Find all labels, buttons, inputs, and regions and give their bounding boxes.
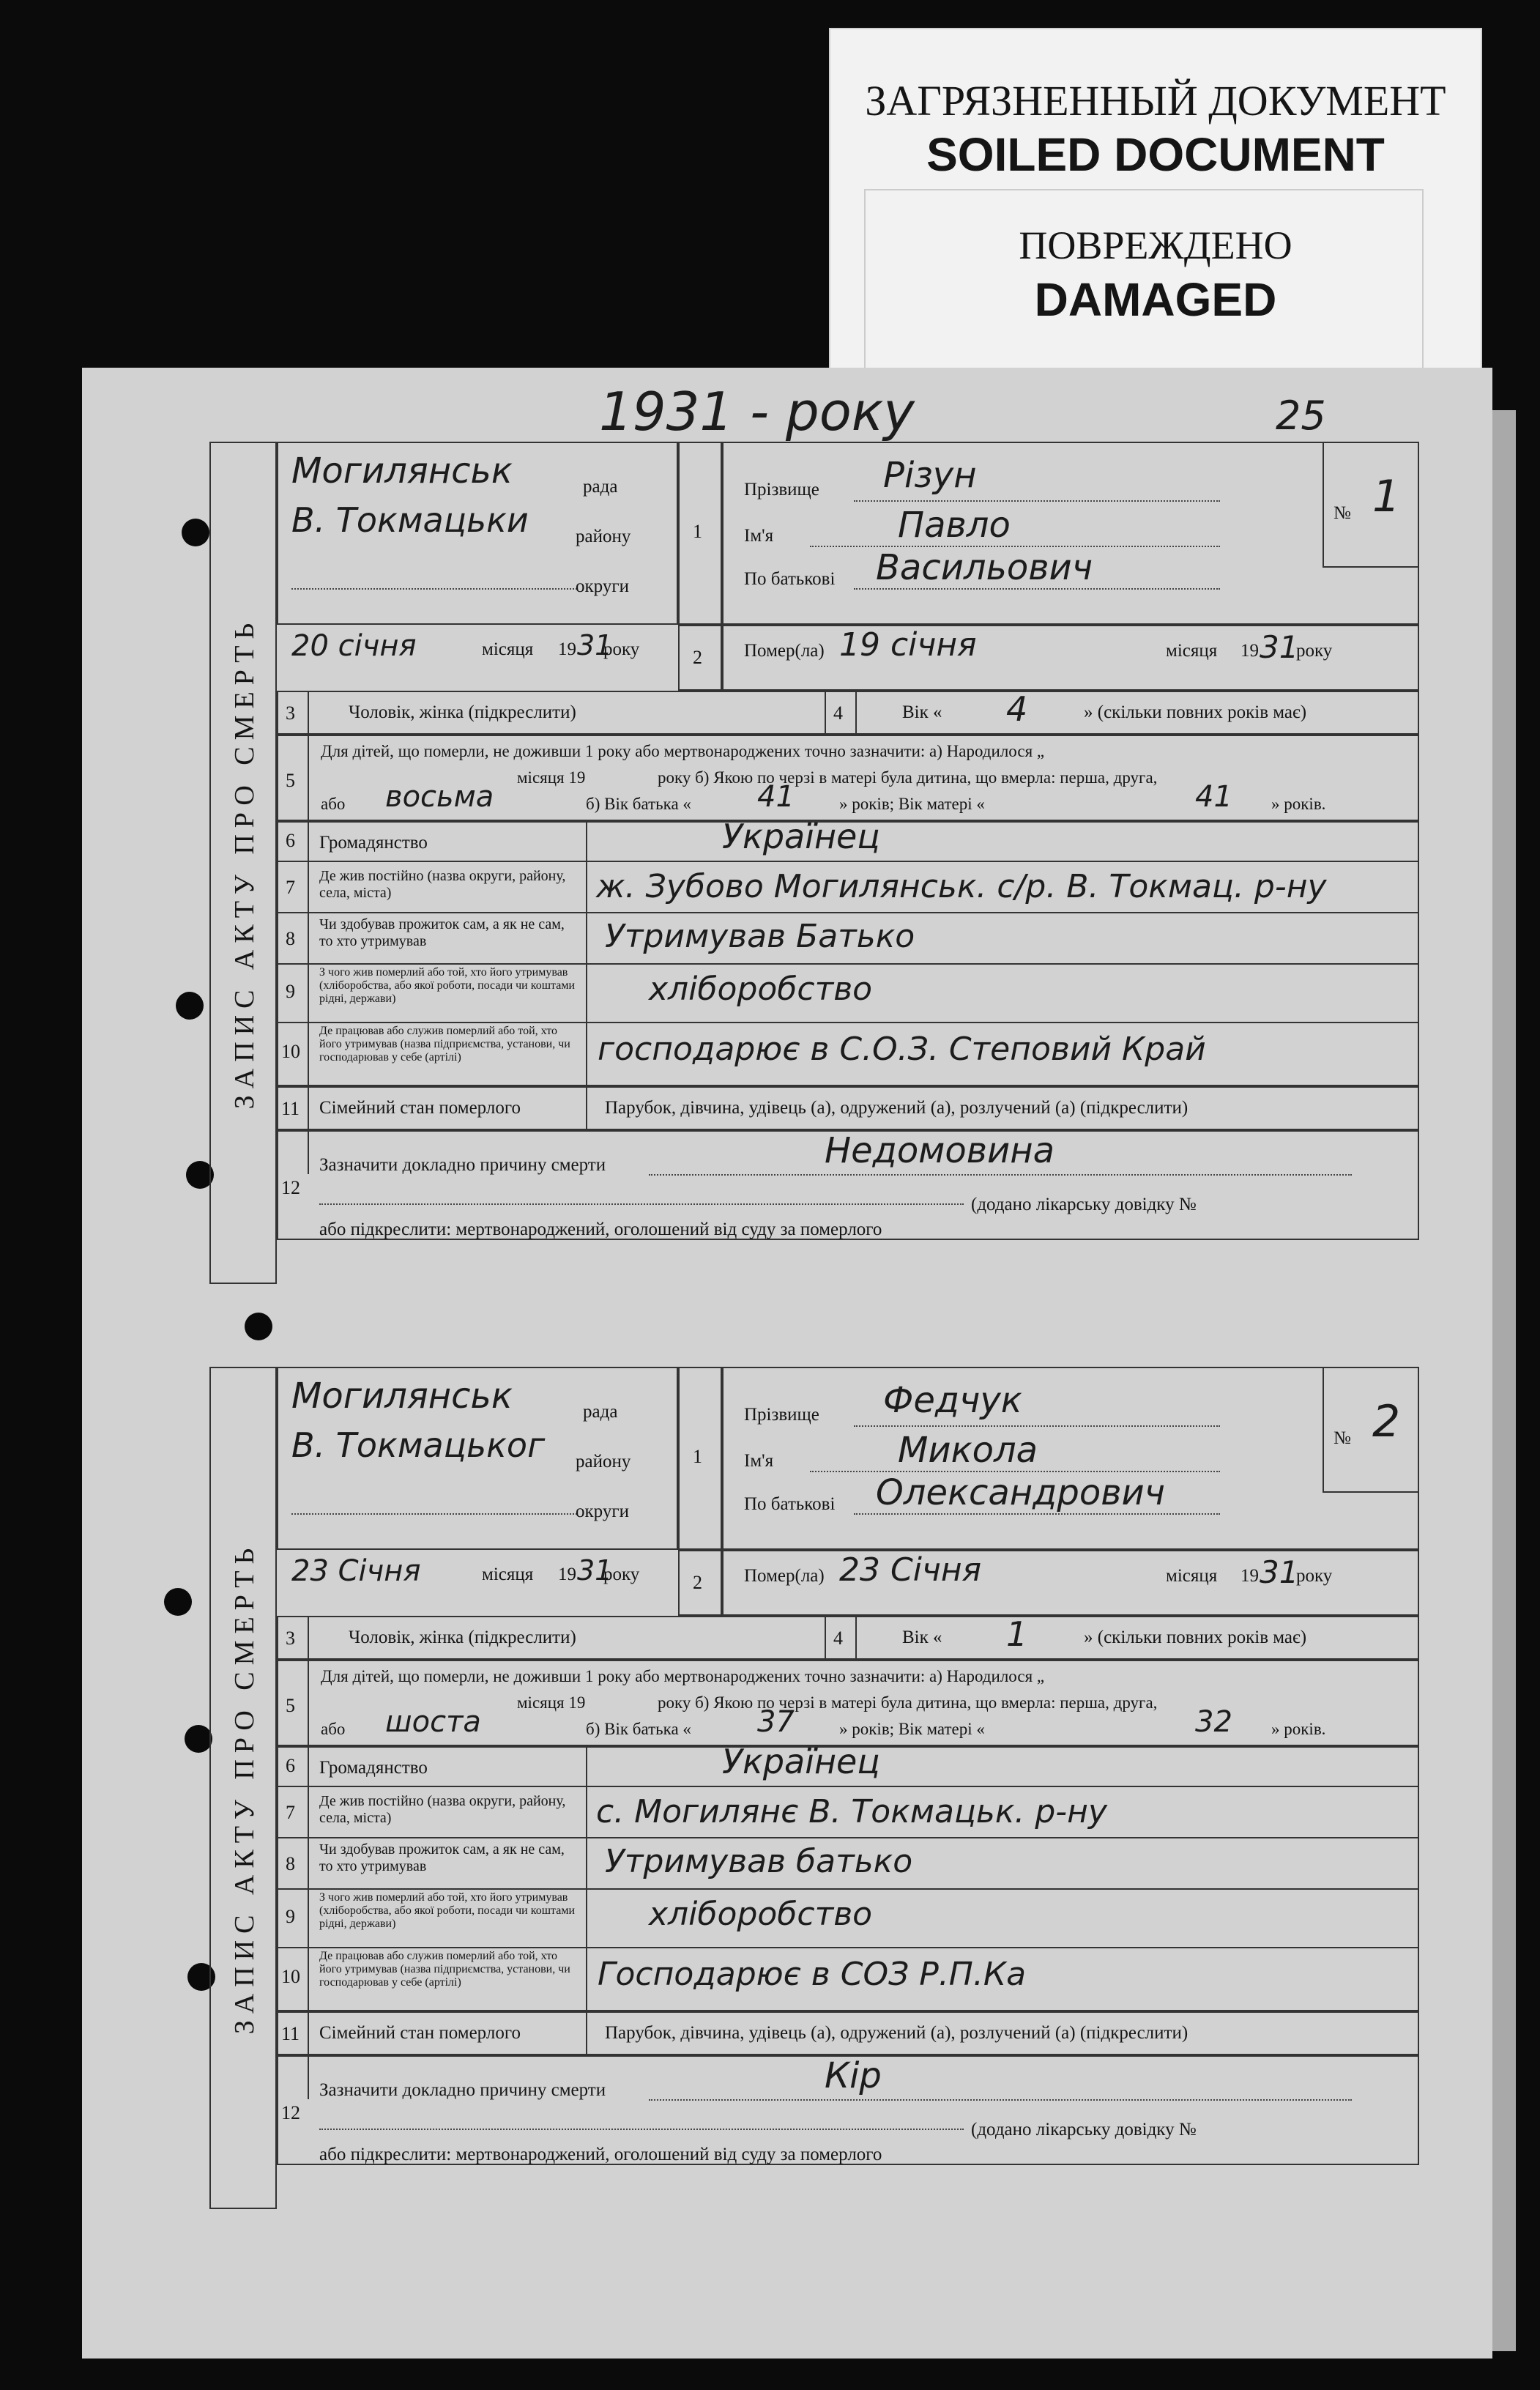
patronymic-value: Олександрович bbox=[876, 1472, 1166, 1513]
row-number: 3 bbox=[286, 1628, 295, 1649]
row-number: 4 bbox=[833, 702, 843, 724]
okruha-line bbox=[291, 588, 577, 590]
binding-hole bbox=[245, 1313, 272, 1340]
children-line-3c: » років; Вік матері « bbox=[839, 1720, 985, 1738]
reg-month-label: місяця bbox=[482, 639, 534, 659]
marital-options: Парубок, дівчина, удівець (а), одружений (а), розлучений (а) (підкреслити) bbox=[605, 1098, 1189, 1118]
marital-options: Парубок, дівчина, удівець (а), одружений (а), розлучений (а) (підкреслити) bbox=[605, 2023, 1189, 2043]
row-number: 9 bbox=[286, 1906, 295, 1927]
raion-value: В. Токмацьког bbox=[291, 1425, 546, 1465]
residence-value: ж. Зубово Могилянськ. с/р. В. Токмац. р-ну bbox=[596, 868, 1327, 905]
row-number: 9 bbox=[286, 981, 295, 1002]
surname-line bbox=[854, 500, 1220, 502]
patronymic-value: Васильович bbox=[876, 547, 1093, 588]
row-divider bbox=[277, 912, 1419, 913]
name-block bbox=[722, 442, 1419, 625]
children-line-1: Для дітей, що померли, не доживши 1 року або мертвонароджених точно зазначити: а) Народилося „ bbox=[321, 742, 1045, 760]
reg-year-prefix: 19 bbox=[558, 1565, 576, 1584]
death-year-prefix: 19 bbox=[1240, 1566, 1259, 1586]
stamp-line-3: ПОВРЕЖДЕНО bbox=[1019, 223, 1292, 267]
registration-date-value: 23 Січня bbox=[291, 1554, 421, 1588]
registration-year-value: 31 bbox=[577, 629, 613, 661]
father-age-value: 41 bbox=[757, 780, 795, 814]
reg-year-label: року bbox=[603, 1565, 640, 1584]
support-value: Утримував батько bbox=[605, 1843, 913, 1880]
rada-label: рада bbox=[583, 477, 618, 497]
livelihood-label: З чого жив померлий або той, хто його утримував (хліборобства, або якої роботи, посади чи коштами рідні, держави) bbox=[319, 1891, 575, 1930]
children-line-3a: або bbox=[321, 1720, 346, 1738]
children-line-1: Для дітей, що померли, не доживши 1 року або мертвонароджених точно зазначити: а) Народилося „ bbox=[321, 1667, 1045, 1685]
raion-value: В. Токмацьки bbox=[291, 500, 529, 540]
divider bbox=[586, 2011, 587, 2055]
rada-value: Могилянськ bbox=[291, 1376, 513, 1417]
row-number: 5 bbox=[286, 770, 295, 791]
death-year-prefix: 19 bbox=[1240, 641, 1259, 661]
work-label: Де працював або служив померлий або той, хто його утримував (назва підприємства, установи, чи господарював у себе (артілі) bbox=[319, 1950, 570, 1989]
cause-label: Зазначити докладно причину смерти bbox=[319, 1155, 606, 1175]
surname-label: Прізвище bbox=[744, 1405, 819, 1425]
stillborn-label: або підкреслити: мертвонароджений, оголошений від суду за померлого bbox=[319, 1220, 882, 1239]
surname-label: Прізвище bbox=[744, 480, 819, 500]
name-block bbox=[722, 1367, 1419, 1550]
children-line-3b: б) Вік батька « bbox=[586, 795, 691, 813]
surname-value: Федчук bbox=[883, 1380, 1022, 1421]
side-title-box bbox=[209, 1367, 277, 2209]
reg-year-label: року bbox=[603, 639, 640, 659]
age-label: Вік « bbox=[902, 1628, 942, 1647]
cause-line-2 bbox=[319, 1203, 964, 1205]
divider bbox=[855, 691, 857, 735]
name-value: Микола bbox=[898, 1430, 1038, 1471]
row-number: 3 bbox=[286, 702, 295, 724]
row-number: 1 bbox=[693, 1446, 702, 1467]
patronymic-line bbox=[854, 588, 1220, 590]
row-number: 1 bbox=[693, 521, 702, 542]
mother-age-value: 32 bbox=[1195, 1705, 1232, 1739]
row-number: 5 bbox=[286, 1695, 295, 1716]
row-number: 6 bbox=[286, 1755, 295, 1776]
row-number: 8 bbox=[286, 928, 295, 949]
age-label: Вік « bbox=[902, 702, 942, 722]
side-title: ЗАПИС АКТУ ПРО СМЕРТЬ bbox=[229, 1541, 260, 2035]
support-label: Чи здобував прожиток сам, а як не сам, то хто утримував bbox=[319, 1841, 565, 1874]
stamp-line-1: ЗАГРЯЗНЕННЫЙ ДОКУМЕНТ bbox=[865, 77, 1446, 125]
certificate-label: (додано лікарську довідку № bbox=[971, 1195, 1197, 1214]
work-label: Де працював або служив померлий або той, хто його утримував (назва підприємства, установи, чи господарював у себе (артілі) bbox=[319, 1025, 570, 1064]
reg-year-prefix: 19 bbox=[558, 639, 576, 659]
binding-hole bbox=[182, 519, 209, 546]
citizenship-label: Громадянство bbox=[319, 1758, 428, 1778]
patronymic-label: По батькові bbox=[744, 569, 836, 589]
patronymic-line bbox=[854, 1513, 1220, 1515]
mother-age-value: 41 bbox=[1195, 780, 1232, 814]
livelihood-label: З чого жив померлий або той, хто його утримував (хліборобства, або якої роботи, посади чи коштами рідні, держави) bbox=[319, 966, 575, 1005]
row-number: 2 bbox=[693, 1572, 702, 1593]
patronymic-label: По батькові bbox=[744, 1494, 836, 1514]
death-year-value: 31 bbox=[1260, 629, 1299, 665]
binding-hole bbox=[185, 1725, 212, 1753]
children-line-3c: » років; Вік матері « bbox=[839, 795, 985, 813]
record-number-label: № bbox=[1333, 503, 1351, 523]
row-divider bbox=[277, 1022, 1419, 1023]
death-month-label: місяця bbox=[1166, 641, 1218, 661]
side-title: ЗАПИС АКТУ ПРО СМЕРТЬ bbox=[229, 616, 260, 1110]
cause-line-2 bbox=[319, 2129, 964, 2130]
children-line-2b: року б) Якою по черзі в матері була дитина, що вмерла: перша, друга, bbox=[658, 768, 1158, 787]
cause-value: Кір bbox=[825, 2055, 882, 2096]
residence-value: с. Могилянє В. Токмацьк. р-ну bbox=[596, 1793, 1107, 1830]
name-label: Ім'я bbox=[744, 526, 774, 546]
work-value: Господарює в СОЗ Р.П.Ка bbox=[598, 1956, 1027, 1993]
death-record-1 bbox=[209, 442, 1419, 1284]
residence-label: Де жив постійно (назва округи, району, села, міста) bbox=[319, 1793, 566, 1826]
stillborn-label: або підкреслити: мертвонароджений, оголошений від суду за померлого bbox=[319, 2145, 882, 2164]
children-line-3d: » років. bbox=[1271, 1720, 1326, 1738]
children-line-3d: » років. bbox=[1271, 795, 1326, 813]
okruha-label: округи bbox=[576, 576, 629, 596]
row-number: 10 bbox=[281, 1966, 300, 1987]
death-record-2 bbox=[209, 1367, 1419, 2209]
child-order-value: шоста bbox=[385, 1705, 481, 1739]
children-line-3b: б) Вік батька « bbox=[586, 1720, 691, 1738]
row-number: 7 bbox=[286, 877, 295, 898]
registration-date-value: 20 січня bbox=[291, 629, 417, 663]
divider bbox=[825, 1616, 826, 1660]
work-value: господарює в С.О.З. Степовий Край bbox=[598, 1031, 1206, 1068]
rada-value: Могилянськ bbox=[291, 450, 513, 491]
sex-label: Чоловік, жінка (підкреслити) bbox=[349, 702, 576, 722]
reg-month-label: місяця bbox=[482, 1565, 534, 1584]
raion-label: району bbox=[576, 527, 631, 546]
divider bbox=[825, 691, 826, 735]
row-number: 7 bbox=[286, 1802, 295, 1823]
row-number: 11 bbox=[281, 1098, 300, 1119]
record-number-label: № bbox=[1333, 1428, 1351, 1448]
okruha-line bbox=[291, 1513, 577, 1515]
row-number: 11 bbox=[281, 2023, 300, 2044]
age-suffix: » (скільки повних років має) bbox=[1084, 1628, 1307, 1647]
rada-label: рада bbox=[583, 1402, 618, 1422]
row-number: 12 bbox=[281, 2102, 300, 2123]
citizenship-value: Українец bbox=[722, 1742, 880, 1781]
name-value: Павло bbox=[898, 505, 1011, 546]
children-line-2a: місяця 19 bbox=[517, 768, 586, 787]
citizenship-label: Громадянство bbox=[319, 833, 428, 853]
support-label: Чи здобував прожиток сам, а як не сам, то хто утримував bbox=[319, 916, 565, 949]
age-value: 4 bbox=[1006, 689, 1028, 729]
death-year-label: року bbox=[1296, 1566, 1333, 1586]
surname-value: Різун bbox=[883, 455, 977, 496]
stamp-line-4: DAMAGED bbox=[1034, 273, 1277, 326]
children-line-3a: або bbox=[321, 795, 346, 813]
page-number-handwritten: 25 bbox=[1276, 393, 1326, 439]
surname-line bbox=[854, 1425, 1220, 1427]
row-divider bbox=[277, 1837, 1419, 1838]
row-number: 8 bbox=[286, 1853, 295, 1874]
name-label: Ім'я bbox=[744, 1451, 774, 1471]
age-value: 1 bbox=[1006, 1614, 1028, 1654]
citizenship-value: Українец bbox=[722, 817, 880, 856]
record-number-value: 2 bbox=[1372, 1396, 1401, 1447]
row-divider bbox=[277, 1786, 1419, 1787]
row-number: 12 bbox=[281, 1177, 300, 1198]
cause-value: Недомовина bbox=[825, 1130, 1055, 1171]
raion-label: району bbox=[576, 1452, 631, 1472]
death-year-label: року bbox=[1296, 641, 1333, 661]
cause-line bbox=[649, 1174, 1352, 1176]
certificate-label: (додано лікарську довідку № bbox=[971, 2120, 1197, 2140]
father-age-value: 37 bbox=[757, 1705, 795, 1739]
death-date-value: 23 Січня bbox=[839, 1551, 982, 1589]
livelihood-value: хліборобство bbox=[649, 971, 873, 1008]
death-month-label: місяця bbox=[1166, 1566, 1218, 1586]
record-number-value: 1 bbox=[1372, 471, 1401, 522]
death-date-value: 19 січня bbox=[839, 626, 977, 664]
sex-label: Чоловік, жінка (підкреслити) bbox=[349, 1628, 576, 1647]
children-line-2a: місяця 19 bbox=[517, 1693, 586, 1712]
damage-stamp-label bbox=[829, 28, 1482, 387]
age-suffix: » (скільки повних років має) bbox=[1084, 702, 1307, 722]
cause-label: Зазначити докладно причину смерти bbox=[319, 2080, 606, 2100]
row-number: 6 bbox=[286, 830, 295, 851]
children-line-2b: року б) Якою по черзі в матері була дитина, що вмерла: перша, друга, bbox=[658, 1693, 1158, 1712]
support-value: Утримував Батько bbox=[605, 918, 915, 955]
side-title-box bbox=[209, 442, 277, 1284]
livelihood-value: хліборобство bbox=[649, 1896, 873, 1933]
row-divider bbox=[277, 1947, 1419, 1948]
death-label: Помер(ла) bbox=[744, 1566, 825, 1586]
row-divider bbox=[277, 963, 1419, 965]
row-number: 4 bbox=[833, 1628, 843, 1649]
death-label: Помер(ла) bbox=[744, 641, 825, 661]
row-divider bbox=[277, 1888, 1419, 1890]
marital-label: Сімейний стан померлого bbox=[319, 1098, 521, 1118]
row-number: 10 bbox=[281, 1041, 300, 1062]
page-year-handwritten: 1931 - року bbox=[599, 381, 915, 442]
stamp-line-2: SOILED DOCUMENT bbox=[926, 128, 1385, 181]
divider bbox=[586, 1086, 587, 1130]
registration-year-value: 31 bbox=[577, 1554, 613, 1586]
binding-hole bbox=[176, 992, 204, 1020]
death-year-value: 31 bbox=[1260, 1554, 1299, 1590]
divider bbox=[855, 1616, 857, 1660]
row-number: 2 bbox=[693, 647, 702, 668]
binding-hole bbox=[164, 1588, 192, 1616]
cause-line bbox=[649, 2099, 1352, 2101]
row-divider bbox=[277, 861, 1419, 862]
marital-label: Сімейний стан померлого bbox=[319, 2023, 521, 2043]
child-order-value: восьма bbox=[385, 780, 494, 814]
residence-label: Де жив постійно (назва округи, району, села, міста) bbox=[319, 868, 566, 901]
okruha-label: округи bbox=[576, 1502, 629, 1521]
